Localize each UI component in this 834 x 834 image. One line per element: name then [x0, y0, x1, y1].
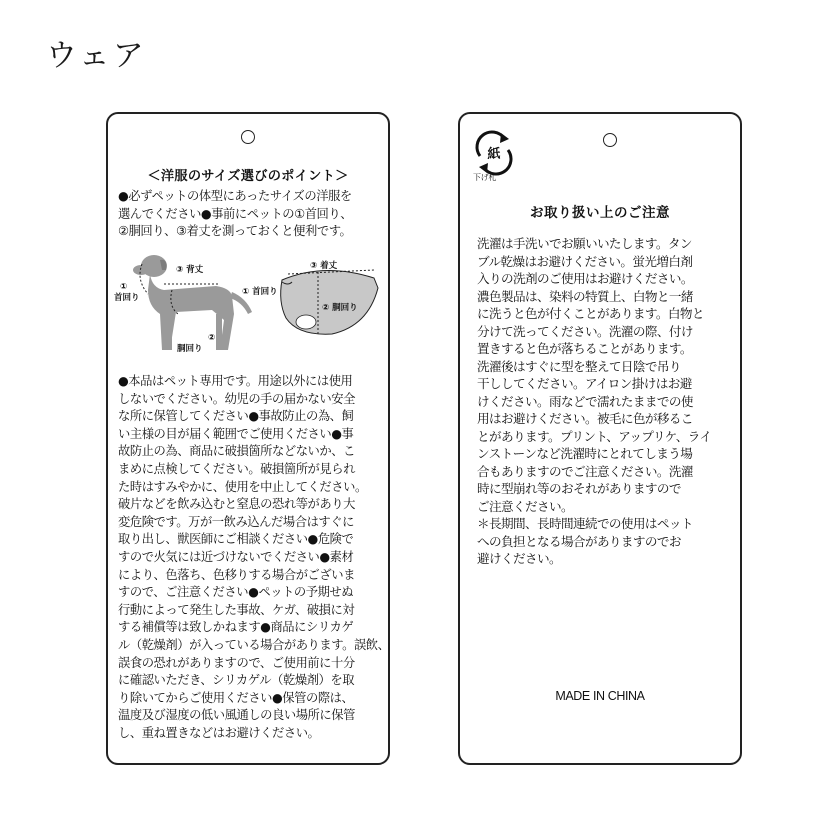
text-line: に確認いただき、シリカゲル（乾燥剤）を取 [118, 673, 355, 688]
text-line: 置きすると色が落ちることがあります。 [477, 341, 692, 356]
text-line: た時はすみやかに、使用を中止してください。 [118, 479, 367, 494]
text-line: ンストーンなど洗濯時にとれてしまう場 [477, 446, 693, 461]
text-line: 取り出し、獣医師にご相談ください●危険で [118, 532, 354, 547]
text-line: 温度及び湿度の低い風通しの良い場所に保管 [118, 708, 355, 723]
text-line: ル（乾燥剤）が入っている場合があります。誤飲、 [118, 637, 390, 652]
text-line: 行動によって発生した事故、ケガ、破損に対 [118, 602, 355, 617]
dog-neck-label: 首回り [114, 293, 140, 303]
text-line: まめに点検してください。破損箇所が見られ [118, 461, 355, 476]
text-line: し、重ね置きなどはお避けください。 [118, 725, 320, 740]
text-line: への負担となる場合がありますのでお [477, 533, 681, 549]
text-line: 故防止の為、商品に破損箇所などないか、こ [118, 444, 355, 459]
text-line: ●必ずペットの体型にあったサイズの洋服を [118, 189, 352, 203]
text-line: すので火気には近づけないでください●素材 [118, 549, 354, 564]
dog-girth-number: ② [208, 333, 216, 343]
text-line: する補償等は致しかねます●商品にシリカゲ [118, 620, 354, 635]
text-line: 合もありますのでご注意ください。洗濯 [477, 463, 693, 479]
page-title: ウェア [46, 38, 147, 74]
care-heading: お取り扱い上のご注意 [530, 205, 670, 221]
text-line: 時に型崩れ等のおそれがありますので [477, 481, 681, 496]
dog-back-label: ③ 背丈 [176, 265, 204, 275]
country-of-origin: MADE IN CHINA [555, 689, 645, 703]
text-line: 破片などを飲み込むと窒息の恐れ等があり大 [118, 497, 355, 512]
dog-neck-number: ① [120, 282, 128, 292]
text-line: とがあります。プリント、アップリケ、ライ [477, 428, 712, 444]
text-line: ＊長期間、長時間連続での使用はペット [477, 516, 693, 531]
recycle-caption: 下げ札 [473, 173, 497, 182]
text-line: ご注意ください。 [477, 498, 573, 514]
text-line: 洗濯後はすぐに型を整えて日陰で吊り [477, 358, 681, 374]
tag-hole [603, 133, 617, 147]
text-line: 選んでください●事前にペットの①首回り、 [118, 206, 353, 221]
text-line: な所に保管してください●事故防止の為、飼 [118, 409, 354, 424]
care-instructions-tag [458, 112, 742, 765]
text-line: り除いてからご使用ください●保管の際は、 [118, 690, 354, 705]
text-line: 洗濯は手洗いでお願いいたします。タン [477, 236, 692, 251]
garment-length-label: ③ 着丈 [310, 261, 338, 271]
text-line: 誤食の恐れがありますので、ご使用前に十分 [118, 655, 355, 670]
text-line: により、色落ち、色移りする場合がございま [118, 567, 355, 582]
text-line: 干ししてください。アイロン掛けはお避 [477, 376, 692, 391]
text-line: けください。雨などで濡れたままでの使 [477, 393, 693, 409]
text-line: 用はお避けください。被毛に色が移るこ [477, 411, 693, 426]
safety-notice [118, 373, 390, 742]
size-guide-intro [118, 188, 352, 241]
tag-hole [241, 130, 255, 144]
text-line: しないでください。幼児の手の届かない安全 [118, 391, 355, 406]
text-line: 変危険です。万が一飲み込んだ場合はすぐに [118, 514, 354, 529]
size-guide-tag [106, 112, 390, 765]
dog-girth-label: 胴回り [177, 344, 203, 354]
garment-neck-label: ① 首回り [242, 287, 278, 297]
text-line: ブル乾燥はお避けください。蛍光増白剤 [477, 253, 693, 269]
care-instructions [477, 235, 711, 568]
text-line: に洗うと色が付くことがあります。白物と [477, 306, 704, 321]
text-line: 避けください。 [477, 551, 561, 566]
text-line: 濃色製品は、染料の特質上、白物と一緒 [477, 288, 693, 304]
text-line: ●本品はペット専用です。用途以外には使用 [118, 374, 353, 388]
recycle-mark-text: 紙 [487, 147, 501, 162]
text-line: 分けて洗ってください。洗濯の際、付け [477, 323, 693, 339]
size-guide-heading: ＜洋服のサイズ選びのポイント＞ [147, 169, 349, 184]
measurement-diagram [112, 254, 388, 364]
text-line: 入りの洗剤のご使用はお避けください。 [477, 271, 693, 286]
text-line: すので、ご注意ください●ペットの予期せぬ [118, 585, 354, 600]
text-line: い主様の目が届く範囲でご使用ください●事 [118, 426, 354, 441]
garment-girth-label: ② 胴回り [322, 303, 358, 313]
text-line: ②胴回り、③着丈を測っておくと便利です。 [118, 224, 352, 239]
